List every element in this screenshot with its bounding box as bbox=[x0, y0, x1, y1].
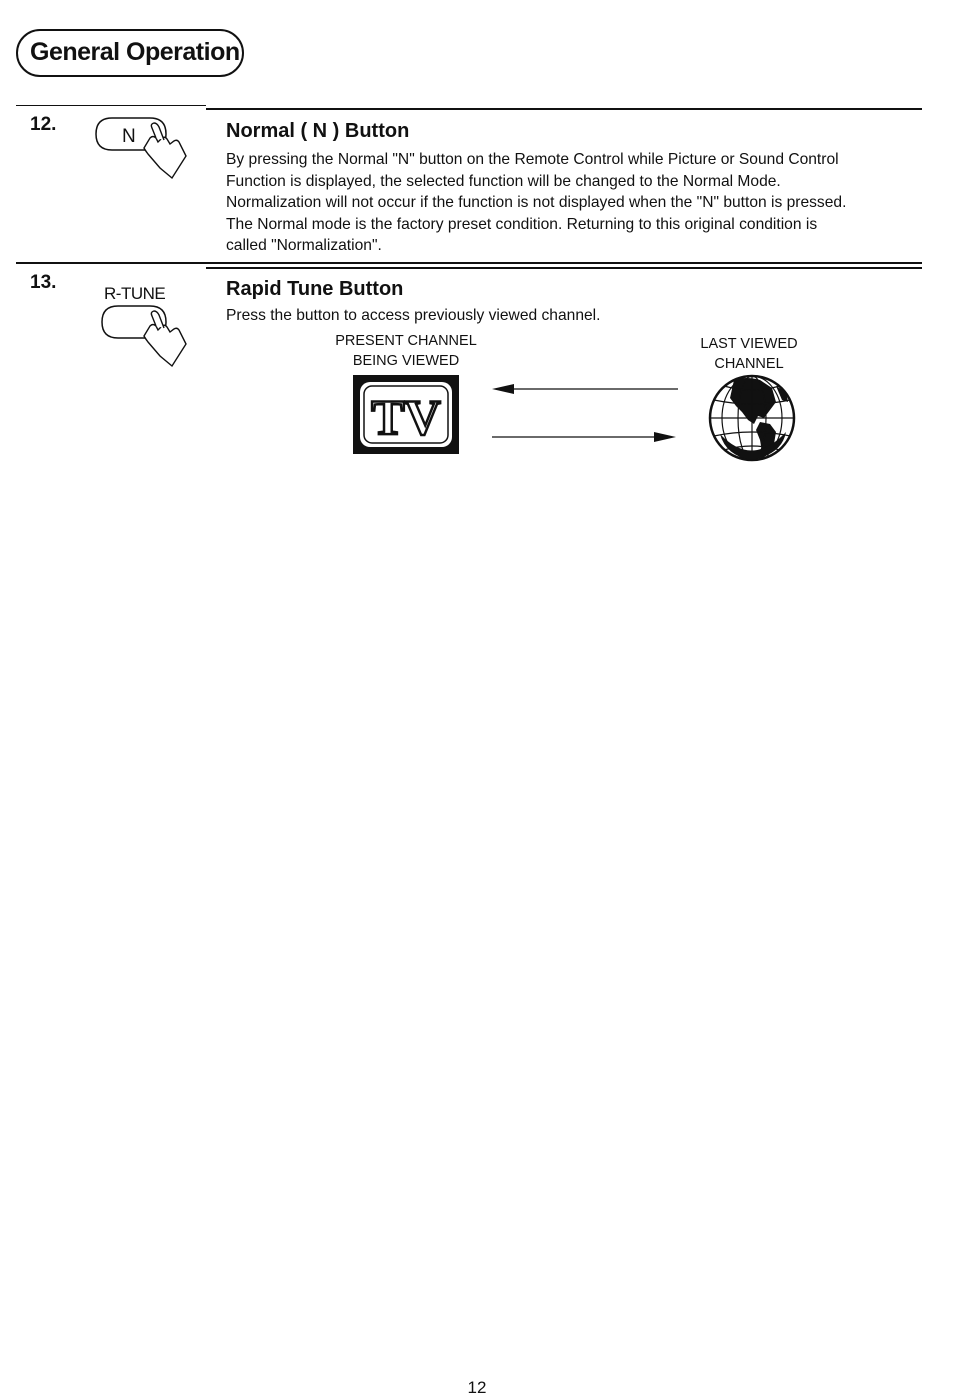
description-line: By pressing the Normal "N" button on the Remote Control while Picture or Sound Control bbox=[226, 151, 839, 168]
section-number: 12. bbox=[30, 114, 57, 135]
description-line: Function is displayed, the selected function will be changed to the Normal Mode. bbox=[226, 172, 781, 190]
rapid-tune-description bbox=[226, 305, 936, 327]
description-line: Press the button to access previously viewed channel. bbox=[226, 307, 601, 324]
tv-icon-text: TV bbox=[371, 389, 441, 445]
page-number: 12 bbox=[467, 1378, 487, 1397]
arrow-right-icon bbox=[490, 430, 680, 444]
tv-icon bbox=[352, 374, 462, 456]
last-label-line: CHANNEL bbox=[714, 356, 784, 372]
divider bbox=[16, 262, 922, 264]
r-tune-button-press-icon bbox=[90, 300, 200, 380]
normal-button-title: Normal ( N ) Button bbox=[226, 120, 410, 142]
divider bbox=[206, 267, 922, 269]
globe-icon bbox=[706, 372, 798, 464]
n-button-press-icon bbox=[90, 114, 200, 194]
divider bbox=[206, 108, 922, 110]
normal-button-description bbox=[226, 149, 936, 257]
present-label-line: BEING VIEWED bbox=[352, 353, 460, 369]
section-number: 13. bbox=[30, 272, 57, 293]
rapid-tune-title: Rapid Tune Button bbox=[226, 278, 404, 300]
present-label-line: PRESENT CHANNEL bbox=[335, 333, 477, 349]
description-line: called "Normalization". bbox=[226, 237, 382, 254]
page-title: General Operation bbox=[30, 38, 240, 66]
arrow-left-icon bbox=[490, 382, 680, 396]
section-header bbox=[16, 29, 244, 77]
description-line: The Normal mode is the factory preset condition. Returning to this original condition is bbox=[226, 215, 818, 233]
divider bbox=[16, 105, 206, 106]
r-tune-label: R-TUNE bbox=[104, 284, 166, 303]
present-channel-label bbox=[306, 331, 506, 371]
description-line: Normalization will not occur if the function is not displayed when the "N" button is pressed. bbox=[226, 194, 847, 211]
last-label-line: LAST VIEWED bbox=[700, 336, 798, 352]
last-viewed-label bbox=[668, 334, 830, 374]
n-button-label: N bbox=[122, 126, 136, 147]
